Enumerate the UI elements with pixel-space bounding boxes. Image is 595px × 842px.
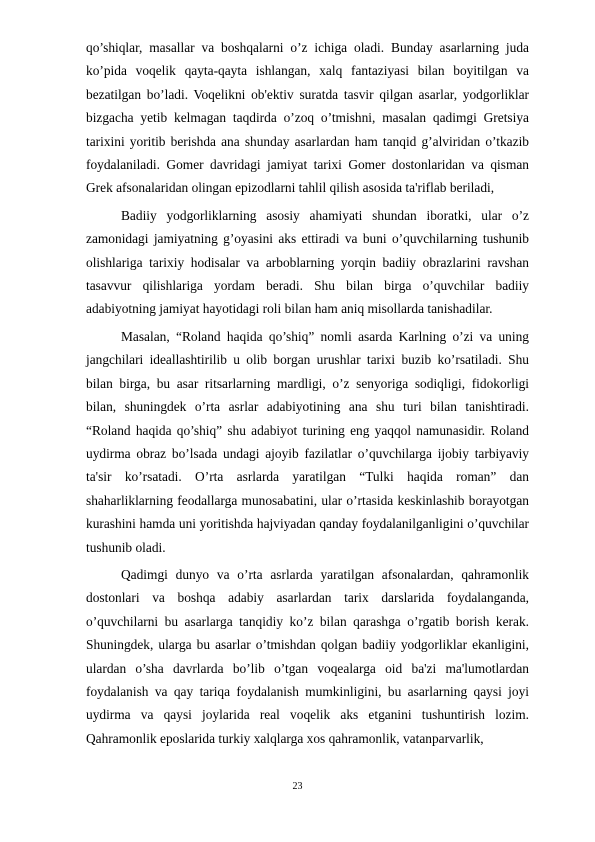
paragraph-1: qo’shiqlar, masallar va boshqalarni o’z ichiga oladi. Bunday asarlarning juda ko’pida voqelik qayta-qayta ishlangan, xalq fantaziyasi bilan boyitilgan va bezatilgan bo’ladi. Voqelikni ob'ektiv suratda tasvir qilgan asarlar, yodgorliklar bizgacha yetib kelmagan taqdirda o’zoq o’tmishni, masalan qadimgi Gretsiya tarixini yoritib berishda ana shunday asarlardan ham tanqid g’alviridan o’tkazib foydalaniladi. Gomer davridagi jamiyat tarixi Gomer dostonlaridan va qisman Grek afsonalaridan olingan epizodlarni tahlil qilish asosida ta'riflab beriladi, <box>86 40 529 196</box>
document-page <box>86 36 529 754</box>
page-number: 23 <box>292 781 303 792</box>
paragraph-4: Qadimgi dunyo va o’rta asrlarda yaratilgan afsonalardan, qahramonlik dostonlari va boshqa adabiy asarlardan tarix darslarida foydalanganda, o’quvchilarni bu asarlarga tanqidiy ko’z bilan qarashga o’rgatib borish kerak. Shuningdek, ularga bu asarlar o’tmishdan qolgan badiiy yodgorliklar ekanligini, ulardan o’sha davrlarda bo’lib o’tgan voqealarga oid ba'zi ma'lumotlardan foydalanish va qay tariqa foydalanish mumkinligini, bu asarlarning qaysi joyi uydirma va qaysi joylarida real voqelik aks etganini tushuntirish lozim. Qahramonlik eposlarida turkiy xalqlarga xos qahramonlik, vatanparvarlik, <box>86 566 529 746</box>
paragraph-2: Badiiy yodgorliklarning asosiy ahamiyati shundan iboratki, ular o’z zamonidagi jamiyatning g’oyasini aks ettiradi va buni o’quvchilarning tushunib olishlariga tarixiy hodisalar va arboblarning yorqin badiiy obrazlarini ravshan tasavvur qilishlariga yordam beradi. Shu bilan birga o’quvchilar badiiy adabiyotning jamiyat hayotidagi roli bilan ham aniq misollarda tanishadilar. <box>86 207 529 317</box>
paragraph-3: Masalan, “Roland haqida qo’shiq” nomli asarda Karlning o’zi va uning jangchilari ideallashtirilib u olib borgan urushlar tarixi buzib ko’rsatiladi. Shu bilan birga, bu asar ritsarlarning mardligi, o’z senyoriga sodiqligi, fidokorligi bilan, shuningdek o’rta asrlar adabiyotining ana shu turi bilan tanishtiradi. “Roland haqida qo’shiq” shu adabiyot turining eng yaqqol namunasidir. Roland uydirma obraz bo’lsada undagi ajoyib fazilatlar o’quvchilarga ijobiy tarbiyaviy ta'sir ko’rsatadi. O’rta asrlarda yaratilgan “Tulki haqida roman” dan shaharliklarning feodallarga munosabatini, ular o’rtasida keskinlashib borayotgan kurashini hamda uni yoritishda hajviyadan qanday foydalanilganligini o’quvchilar tushunib oladi. <box>86 328 529 555</box>
